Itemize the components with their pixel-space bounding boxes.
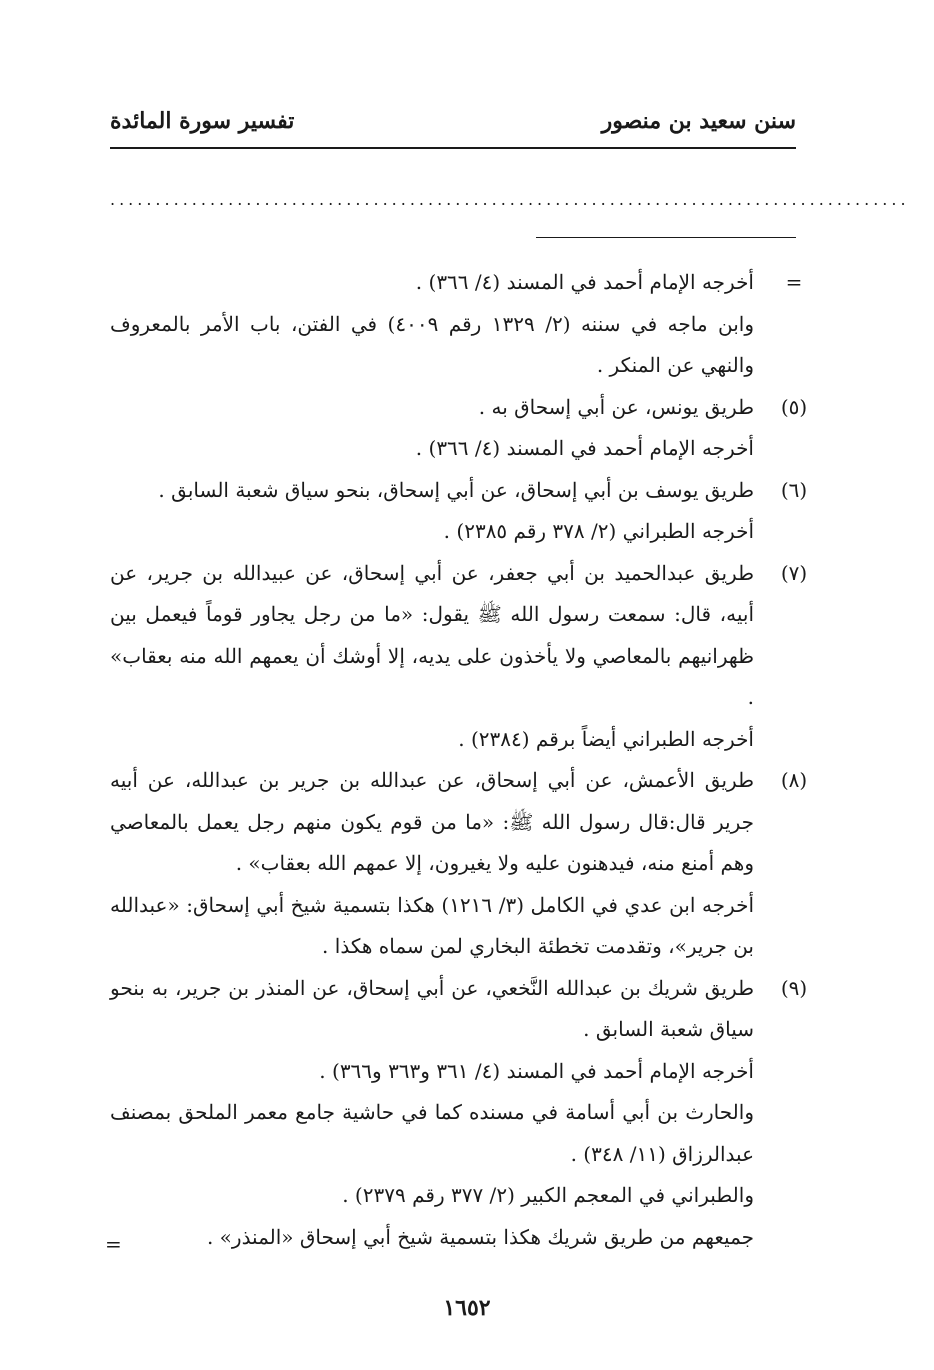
- book-title: سنن سعيد بن منصور: [601, 108, 796, 134]
- chapter-title: تفسير سورة المائدة: [110, 108, 295, 134]
- header-rule: [110, 147, 796, 149]
- footnote-line: أخرجه ابن عدي في الكامل (٣/ ١٢١٦) هكذا بتسمية شيخ أبي إسحاق: «عبدالله بن جرير»، وتقدمت تخطئة البخاري لمن سماه هكذا .: [110, 892, 755, 958]
- footnote-line: أخرجه الطبراني أيضاً برقم (٢٣٨٤) .: [458, 726, 754, 751]
- footnote-line: طريق الأعمش، عن أبي إسحاق، عن عبدالله بن جرير بن عبدالله، عن أبيه جرير قال:قال رسول الله ﷺ: «ما من قوم يكون منهم رجل يعمل بالمعاصي وهم أمنع منه، فيدهنون عليه ولا يغيرون، إلا عمهم الله بعقاب» .: [110, 768, 754, 875]
- continuation-marker: =: [785, 270, 803, 294]
- footnote-continuation: [110, 262, 803, 387]
- continues-marker: =: [105, 1232, 122, 1256]
- footnote-marker: (٧): [780, 560, 808, 585]
- footnote-6: [110, 470, 808, 553]
- footnote-marker: (٨): [780, 768, 808, 792]
- footnote-marker: (٥): [780, 394, 808, 419]
- footnote-9: [110, 968, 808, 1259]
- footnote-line: والطبراني في المعجم الكبير (٢/ ٣٧٧ رقم ٢٣٧٩) .: [342, 1183, 754, 1207]
- footnote-5: [110, 387, 808, 470]
- footnote-8: [110, 760, 808, 968]
- footnote-marker: (٩): [780, 975, 808, 1000]
- footnote-line: وابن ماجه في سننه (٢/ ١٣٢٩ رقم ٤٠٠٩) في الفتن، باب الأمر بالمعروف والنهي عن المنكر .: [110, 311, 754, 377]
- footnote-line: أخرجه الإمام أحمد في المسند (٤/ ٣٦٦) .: [415, 436, 754, 460]
- footnote-marker: (٦): [780, 477, 808, 502]
- footnote-line: طريق يونس، عن أبي إسحاق به .: [478, 394, 754, 419]
- running-head: [110, 108, 796, 144]
- footnote-line: طريق شريك بن عبدالله النَّخعي، عن أبي إسحاق، عن المنذر بن جرير، به بنحو سياق شعبة السابق .: [110, 975, 754, 1041]
- footnote-line: جميعهم من طريق شريك هكذا بتسمية شيخ أبي إسحاق «المنذر» .: [206, 1224, 754, 1249]
- footnote-rule: [536, 237, 796, 238]
- footnote-line: طريق يوسف بن أبي إسحاق، عن أبي إسحاق، بنحو سياق شعبة السابق .: [158, 477, 754, 502]
- separator-dots: ........................................................................................: [110, 190, 910, 209]
- footnote-line: أخرجه الطبراني (٢/ ٣٧٨ رقم ٢٣٨٥) .: [443, 519, 754, 543]
- footnote-7: [110, 553, 808, 761]
- footnotes: [110, 262, 808, 1258]
- footnote-line: والحارث بن أبي أسامة في مسنده كما في حاشية جامع معمر الملحق بمصنف عبدالرزاق (١١/ ٣٤٨) .: [110, 1100, 754, 1166]
- page-number: ١٦٥٢: [443, 1295, 491, 1321]
- footnote-line: أخرجه الإمام أحمد في المسند (٤/ ٣٦٦) .: [415, 270, 754, 294]
- footnote-line: أخرجه الإمام أحمد في المسند (٤/ ٣٦١ و٣٦٣ و٣٦٦) .: [319, 1058, 754, 1083]
- footnote-line: طريق عبدالحميد بن أبي جعفر، عن أبي إسحاق، عن عبيدالله بن جرير، عن أبيه، قال: سمعت رسول الله ﷺ يقول: «ما من رجل يجاور قوماً فيعمل بين ظهرانيهم بالمعاصي ولا يأخذون على يديه، إلا أوشك أن يعمهم الله منه بعقاب» .: [110, 560, 754, 709]
